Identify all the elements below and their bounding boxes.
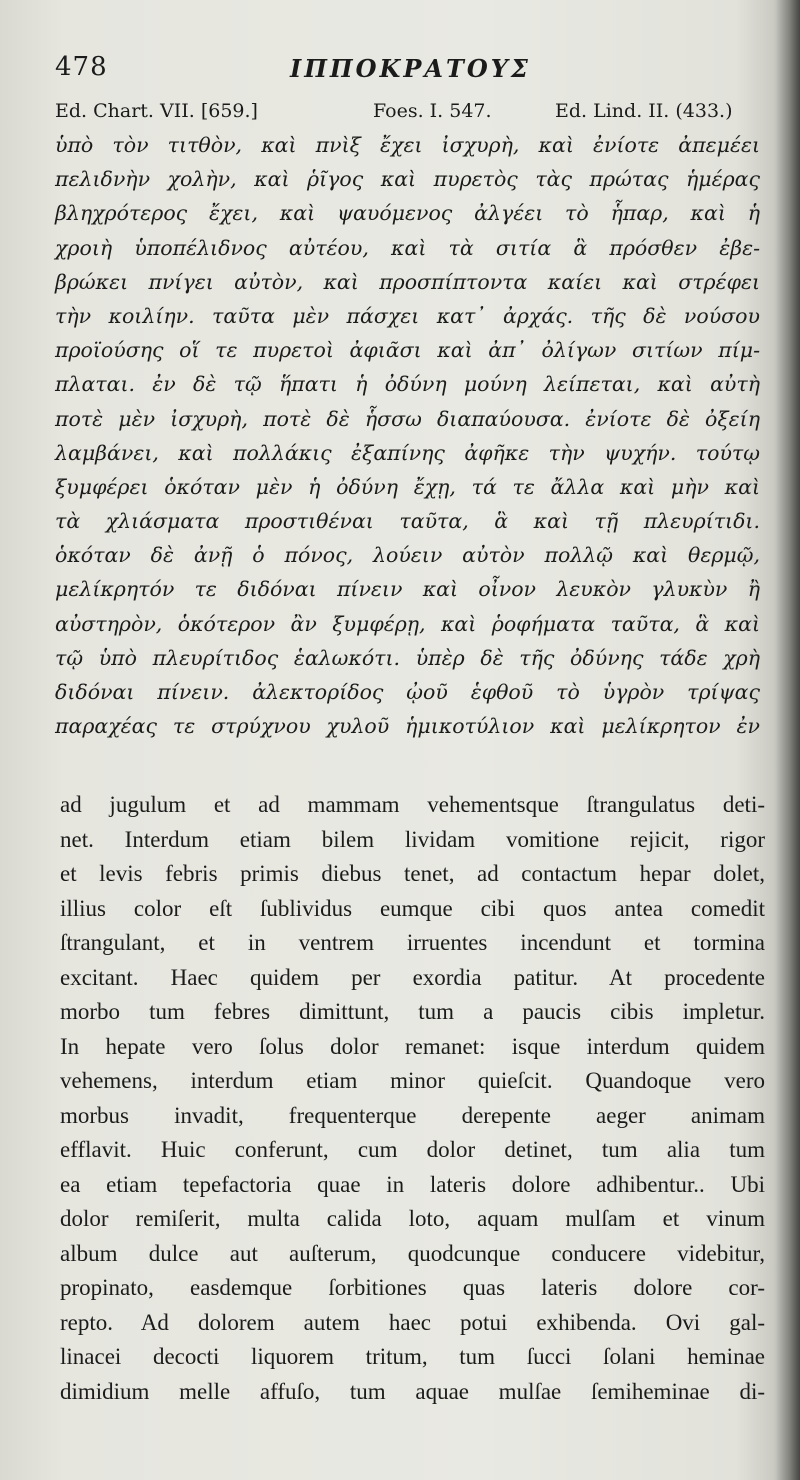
- latin-text-line: vehemens, interdum etiam minor quieſcit. Quandoque vero: [60, 1068, 765, 1093]
- greek-text-line: μελίκρητόν τε διδόναι πίνειν καὶ οἶνον λευκὸν γλυκὺν ἢ: [55, 577, 760, 602]
- greek-text-line: αὐστηρὸν, ὁκότερον ἂν ξυμφέρῃ, καὶ ῥοφήματα ταῦτα, ἃ καὶ: [55, 611, 760, 636]
- latin-text-line: et levis febris primis diebus tenet, ad contactum hepar dolet,: [60, 861, 765, 886]
- edition-chart-reference: Ed. Chart. VII. [659.]: [55, 100, 258, 122]
- greek-text-line: χροιὴ ὑποπέλιδνος αὐτέου, καὶ τὰ σιτία ἃ πρόσθεν ἐβε-: [55, 235, 760, 260]
- greek-text-line: πελιδνὴν χολὴν, καὶ ῥῖγος καὶ πυρετὸς τὰς πρώτας ἡμέρας: [55, 167, 760, 192]
- latin-text-line: repto. Ad dolorem autem haec potui exhibenda. Ovi gal-: [60, 1309, 765, 1335]
- greek-text-line: ξυμφέρει ὁκόταν μὲν ἡ ὀδύνη ἔχῃ, τά τε ἄλλα καὶ μὴν καὶ: [55, 474, 760, 499]
- page-header: [55, 52, 755, 92]
- latin-text-line: illius color eſt ſublividus eumque cibi quos antea comedit: [60, 895, 765, 921]
- latin-text-block: [60, 788, 765, 1409]
- greek-text-line: τὴν κοιλίην. ταῦτα μὲν πάσχει κατ᾽ ἀρχάς. τῆς δὲ νούσου: [55, 303, 760, 328]
- latin-text-line: excitant. Haec quidem per exordia patitur. At procedente: [60, 964, 765, 990]
- edition-lind-reference: Ed. Lind. II. (433.): [555, 100, 733, 122]
- latin-text-line: ſtrangulant, et in ventrem irruentes incendunt et tormina: [60, 930, 765, 955]
- edition-foes-reference: Foes. I. 547.: [373, 100, 492, 122]
- greek-text-line: διδόναι πίνειν. ἀλεκτορίδος ᾠοῦ ἑφθοῦ τὸ ὑγρὸν τρίψας: [55, 680, 760, 704]
- latin-text-line: ad jugulum et ad mammam vehementsque ſtrangulatus deti-: [60, 792, 765, 817]
- greek-text-line: τῷ ὑπὸ πλευρίτιδος ἑαλωκότι. ὑπὲρ δὲ τῆς ὀδύνης τάδε χρὴ: [55, 645, 760, 670]
- page-number: 478: [55, 52, 108, 82]
- greek-text-line: πλαται. ἐν δὲ τῷ ἥπατι ἡ ὀδύνη μούνη λείπεται, καὶ αὐτὴ: [55, 372, 760, 397]
- greek-text-line: λαμβάνει, καὶ πολλάκις ἐξαπίνης ἀφῆκε τὴν ψυχήν. τούτῳ: [55, 440, 760, 465]
- greek-text-line: παραχέας τε στρύχνου χυλοῦ ἡμικοτύλιον καὶ μελίκρητον ἐν: [55, 714, 760, 739]
- greek-text-line: προϊούσης οἵ τε πυρετοὶ ἀφιᾶσι καὶ ἀπ᾽ ὀλίγων σιτίων πίμ-: [55, 338, 760, 363]
- latin-text-line: net. Interdum etiam bilem lividam vomitione rejicit, rigor: [60, 826, 765, 852]
- greek-text-line: βρώκει πνίγει αὐτὸν, καὶ προσπίπτοντα καίει καὶ στρέφει: [55, 269, 760, 294]
- book-spine-shadow: [774, 0, 800, 1480]
- latin-text-line: ea etiam tepefactoria quae in lateris dolore adhibentur.. Ubi: [60, 1171, 765, 1197]
- latin-text-line: morbus invadit, frequenterque derepente aeger animam: [60, 1102, 765, 1128]
- greek-text-line: ποτὲ μὲν ἰσχυρὴ, ποτὲ δὲ ἧσσω διαπαύουσα. ἐνίοτε δὲ ὀξείη: [55, 406, 760, 431]
- latin-text-line: efflavit. Huic conferunt, cum dolor detinet, tum alia tum: [60, 1137, 765, 1162]
- latin-text-line: morbo tum febres dimittunt, tum a paucis cibis impletur.: [60, 999, 765, 1024]
- greek-text-line: βληχρότερος ἔχει, καὶ ψαυόμενος ἀλγέει τὸ ἧπαρ, καὶ ἡ: [55, 201, 760, 226]
- greek-text-line: ὁκόταν δὲ ἀνῇ ὁ πόνος, λούειν αὐτὸν πολλῷ καὶ θερμῷ,: [55, 543, 760, 568]
- greek-text-block: [55, 128, 760, 743]
- latin-text-line: propinato, easdemque ſorbitiones quas lateris dolore cor-: [60, 1275, 765, 1300]
- latin-text-line: linacei decocti liquorem tritum, tum ſucci ſolani heminae: [60, 1344, 765, 1369]
- edition-references: [55, 100, 790, 130]
- greek-text-line: τὰ χλιάσματα προστιθέναι ταῦτα, ἃ καὶ τῇ πλευρίτιδι.: [55, 509, 760, 534]
- latin-text-line: dimidium melle affuſo, tum aquae mulſae ſemiheminae di-: [60, 1378, 765, 1404]
- greek-text-line: ὑπὸ τὸν τιτθὸν, καὶ πνὶξ ἔχει ἰσχυρὴ, καὶ ἐνίοτε ἀπεμέει: [55, 133, 760, 157]
- latin-text-line: In hepate vero ſolus dolor remanet: isque interdum quidem: [60, 1033, 765, 1059]
- running-title: ΙΠΠΟΚΡΑΤΟΥΣ: [290, 54, 531, 83]
- latin-text-line: album dulce aut auſterum, quodcunque conducere videbitur,: [60, 1240, 765, 1266]
- latin-text-line: dolor remiſerit, multa calida loto, aquam mulſam et vinum: [60, 1206, 765, 1231]
